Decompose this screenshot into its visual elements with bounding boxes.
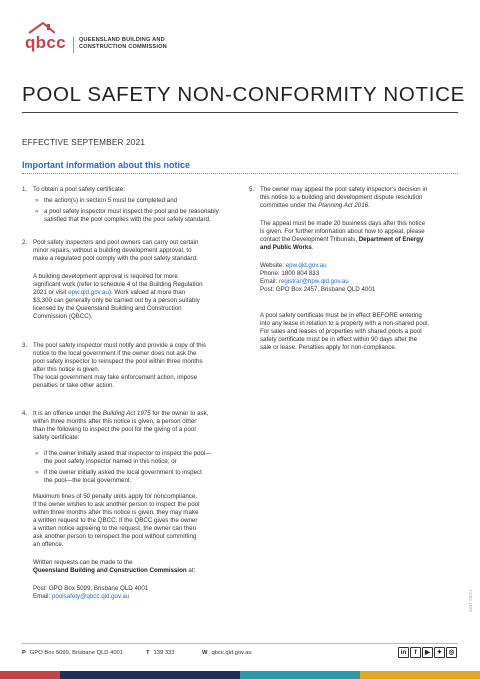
item-number: 5. [249,186,255,193]
chevron-bullet-icon: » [35,470,39,476]
item-text: a written notice agreeing to the request, the owner can then [33,525,197,532]
item-text: A building development approval is required for more [33,273,178,280]
footer-color-bar [0,671,60,679]
epw-website-link[interactable]: epw.qld.gov.au [285,262,327,269]
item-text: ask another person to reinspect the pool without committing [33,533,197,540]
footer-phone: T 139 333 [146,650,175,656]
item-text: If the owner wishes to ask another person to inspect the pool [33,501,200,508]
qbcc-logo-text: qbcc [25,33,66,52]
item-text: 2021 or visit epw.qld.gov.au). Work valued at more than [33,289,186,296]
title-divider [22,112,458,113]
item-number: 2. [22,239,28,246]
bullet-text: if the owner initially asked the local government to inspect [44,469,202,476]
chevron-bullet-icon: » [35,209,39,215]
item-text: penalties or take other action. [33,382,115,389]
item-number: 1. [22,186,28,193]
bullet-text: if the owner initially asked that inspector to inspect the pool— [44,450,212,457]
effective-date: EFFECTIVE SEPTEMBER 2021 [22,138,146,147]
footer-divider [22,643,458,644]
poolsafety-email-link[interactable]: poolsafety@qbcc.qld.gov.au [51,593,130,600]
item-text: significant work (refer to schedule 4 of the Building Regulation [33,281,203,288]
item-text: Commission (QBCC). [33,313,93,320]
epw-link[interactable]: epw.qld.gov.au [68,289,109,296]
item-text: Pool safety inspectors and pool owners can carry out certain [33,239,199,246]
footer-color-bar [60,671,240,679]
item-text: It is an offence under the Building Act 1975 for the owner to ask, [33,410,209,417]
instagram-icon[interactable]: ◎ [446,647,457,658]
bullet-text: a pool safety inspector must inspect the pool and be reasonably [44,208,219,215]
item-text: contact the Development Tribunals, Department of Energy [260,236,424,243]
form-code: 4847 09/21 [468,589,473,612]
item-text: The pool safety inspector must notify and provide a copy of this [33,342,206,349]
item-text: make a regulated pool comply with the pool safety standard. [33,255,198,262]
page-title: POOL SAFETY NON-CONFORMITY NOTICE [22,83,466,106]
item-text: minor repairs, without a building development approval, to [33,247,192,254]
section-divider [22,173,458,174]
item-text: The appeal must be made 20 business days after this notice [260,220,426,227]
email-line: Email: poolsafety@qbcc.qld.gov.au [33,593,130,600]
linkedin-icon[interactable]: in [398,647,409,658]
item-text: A pool safety certificate must be in effect BEFORE entering [260,312,422,319]
chevron-bullet-icon: » [35,198,39,204]
item-text: licensed by the Queensland Building and Construction [33,305,182,312]
item-text: The local government may take enforcement action, impose [33,374,198,381]
item-text: Written requests can be made to the [33,559,133,566]
item-text: committee under the Planning Act 2016. [260,202,370,209]
item-text: is given. For further information about how to appeal, please [260,228,425,235]
item-text: notice to the local government if the owner does not ask the [33,350,197,357]
bullet-text: satisfied that the pool complies with the pool safety standard. [44,216,211,223]
post-address: Post: GPO Box 5099, Brisbane QLD 4001 [33,585,149,592]
item-text: into any lease in relation to a property with a non-shared pool. [260,320,430,327]
twitter-icon[interactable]: ✦ [434,647,445,658]
chevron-bullet-icon: » [35,451,39,457]
item-text: sale or lease. Penalties apply for non-compliance. [260,344,397,351]
logo-divider [73,37,74,53]
item-number: 3. [22,342,28,349]
facebook-icon[interactable]: f [410,647,421,658]
item-text: within three months after this notice is given, a person other [33,418,197,425]
footer-color-bar [240,671,360,679]
youtube-icon[interactable]: ▶ [422,647,433,658]
item-text: Queensland Building and Construction Commission at: [33,567,196,574]
item-text: this notice to a building and development dispute resolution [260,194,423,201]
footer-post: P GPO Box 5099, Brisbane QLD 4001 [22,650,124,656]
footer-color-bar [360,671,480,679]
registrar-email-link[interactable]: registrar@hpw.qld.gov.au [278,278,349,285]
phone-line: Phone: 1800 804 833 [260,270,320,277]
item-text: safety certificate: [33,434,80,441]
item-text: after this notice is given. [33,366,100,373]
item-text: To obtain a pool safety certificate: [33,186,125,193]
org-name: QUEENSLAND BUILDING AND CONSTRUCTION COMMISSION [79,37,167,50]
item-text: within three months after this notice is given, they may make [33,509,199,516]
bullet-text: the pool safety inspector named in this notice; or [44,458,177,465]
item-text: pool safety inspector to reinspect the pool within three months [33,358,203,365]
website-line: Website: epw.qld.gov.au [260,262,327,269]
item-text: an offence. [33,541,64,548]
item-text: The owner may appeal the pool safety inspector’s decision in [260,186,428,193]
item-text: Maximum fines of 50 penalty units apply for noncompliance. [33,493,198,500]
item-text: safety certificate must be in effect within 90 days after the [260,336,418,343]
item-text: and Public Works. [260,244,314,251]
item-text: than the following to inspect the pool for the giving of a pool [33,426,196,433]
item-text: $3,300 can generally only be carried out by a person suitably [33,297,200,304]
footer-website[interactable]: W qbcc.qld.gov.au [202,650,252,656]
section-heading: Important information about this notice [22,160,190,170]
item-3 [22,342,262,397]
item-text: For sales and leases of properties with shared pools a pool [260,328,422,335]
item-1 [22,186,247,226]
item-4 [22,410,262,610]
bullet-text: the action(s) in section 5 must be completed and [44,197,178,204]
item-text: a written request to the QBCC. If the QBCC gives the owner [33,517,198,524]
bullet-text: the pool—the local government. [44,477,132,484]
item-5 [249,186,464,386]
item-2 [22,239,262,334]
item-number: 4. [22,410,28,417]
post-address: Post: GPO Box 2457, Brisbane QLD 4001 [260,286,376,293]
email-line: Email: registrar@hpw.qld.gov.au [260,278,349,285]
